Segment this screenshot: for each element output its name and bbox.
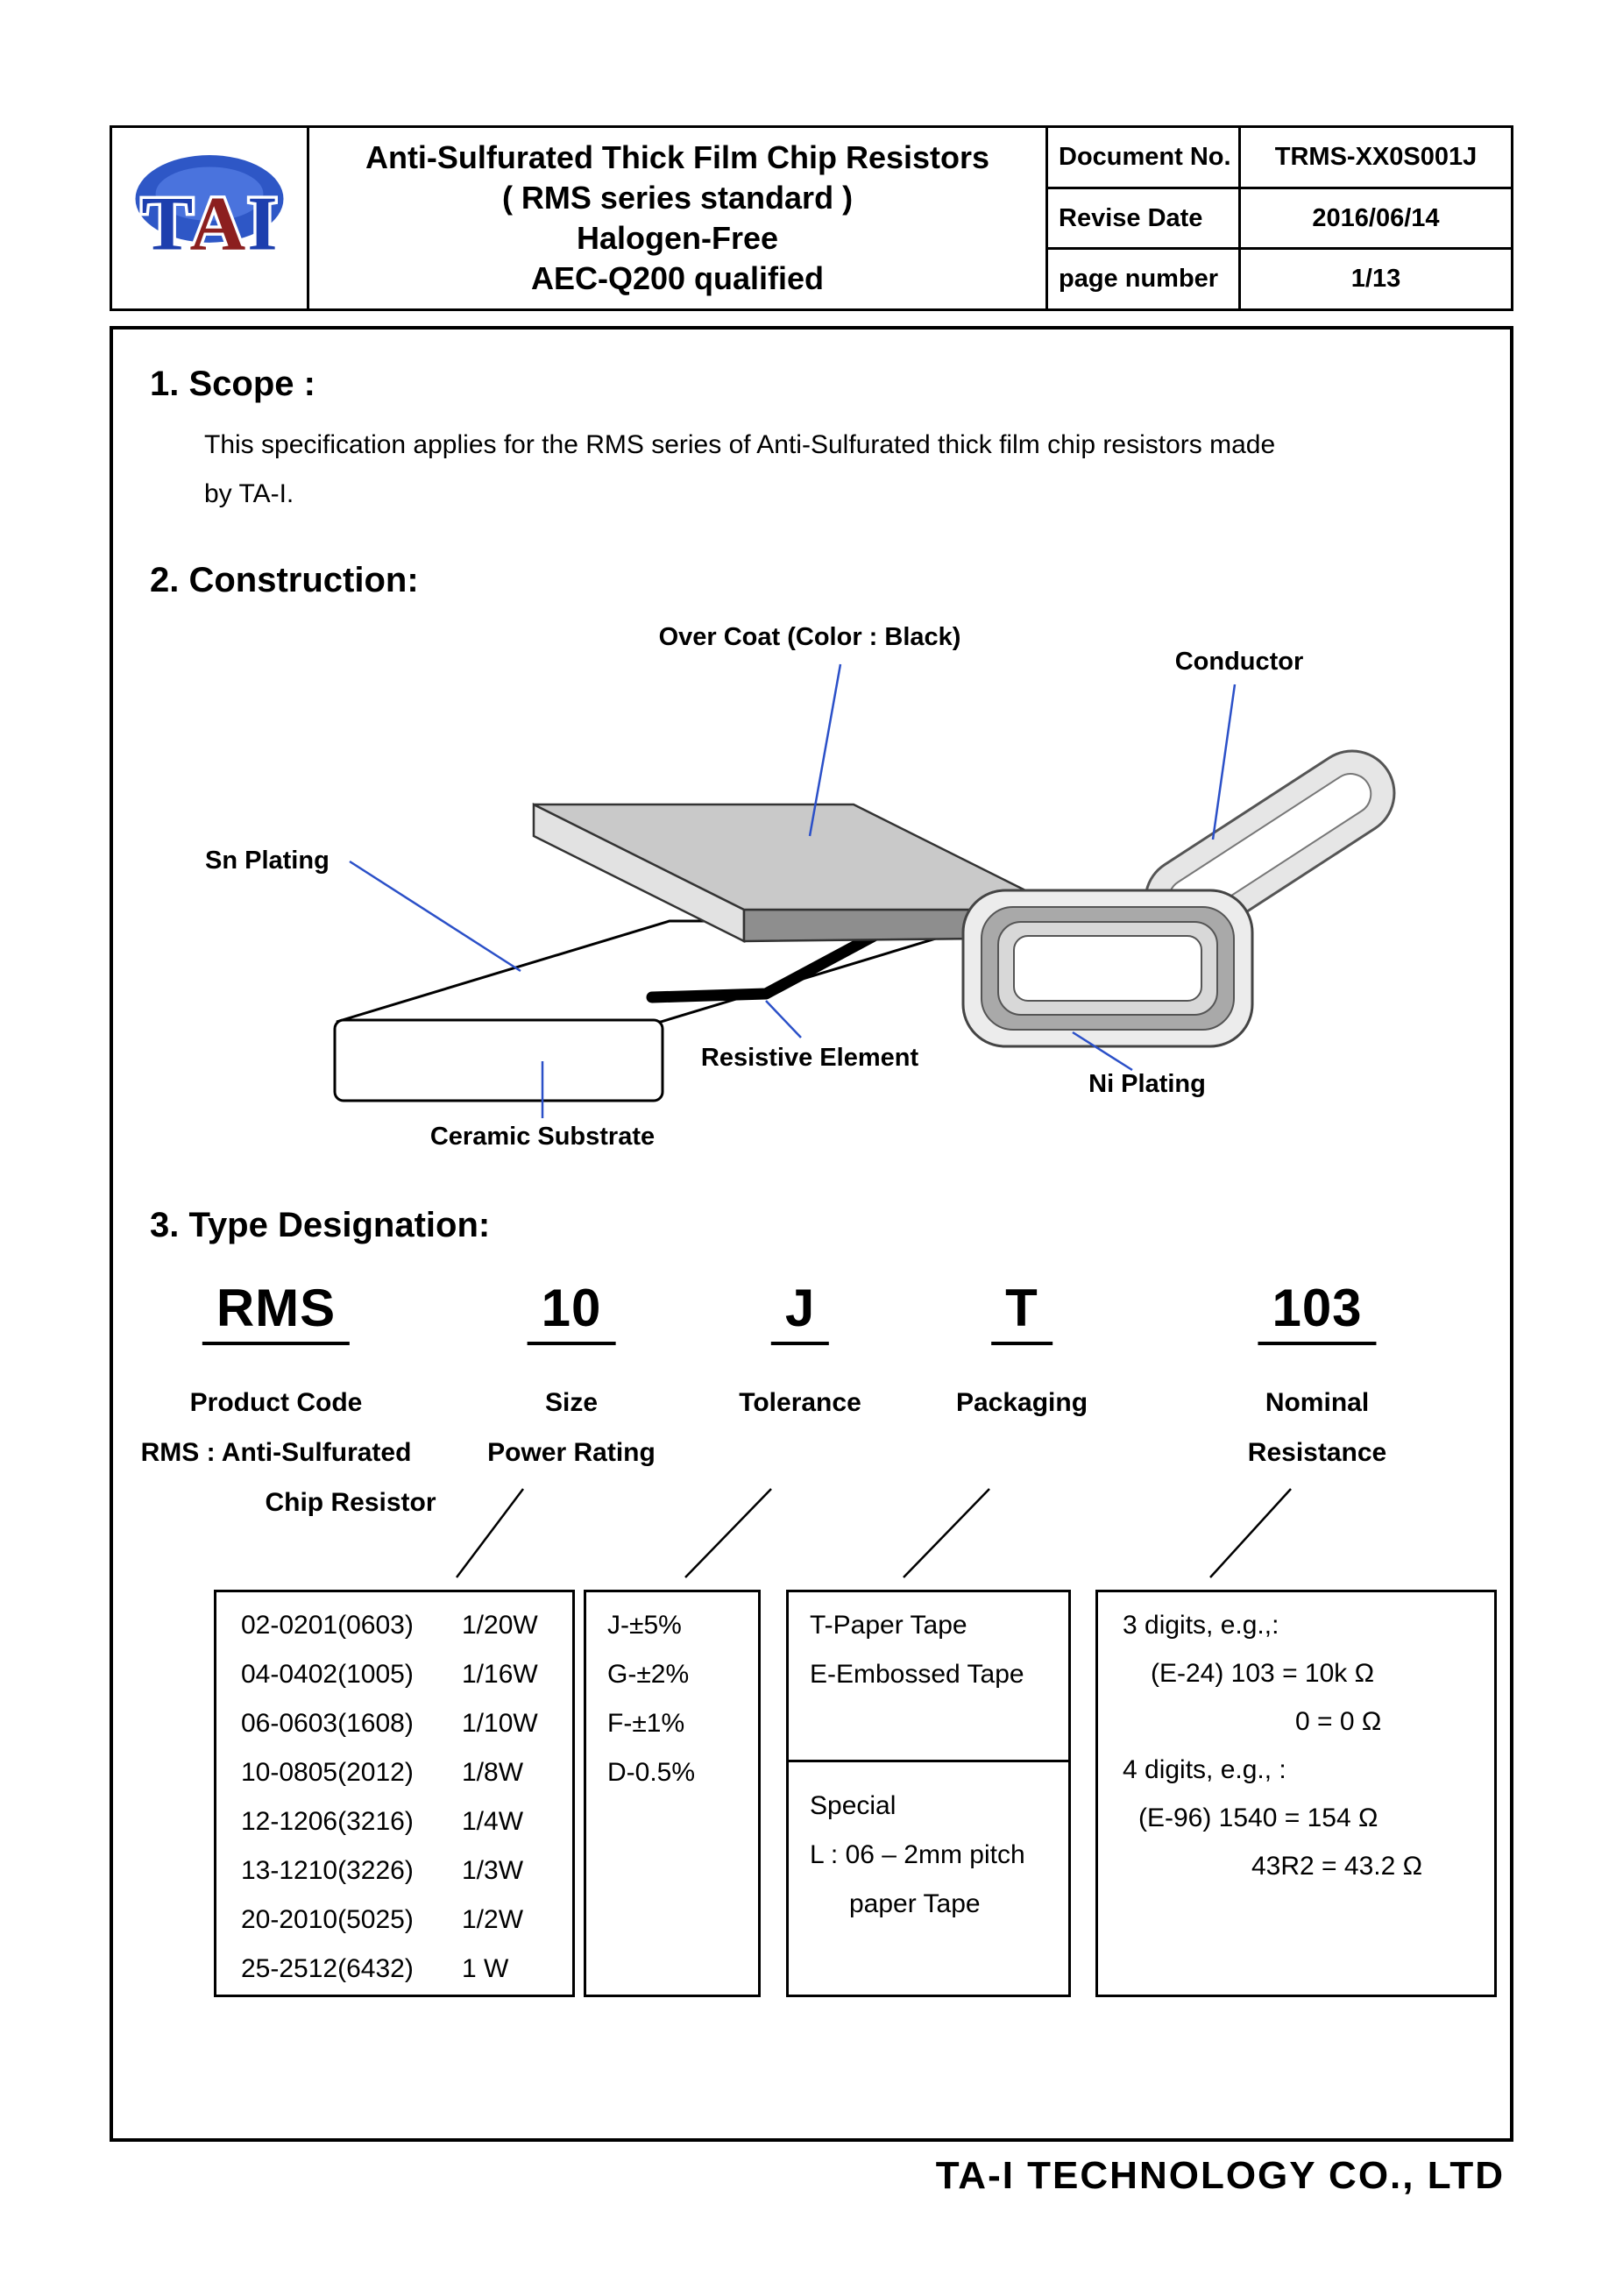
size-code: 25-2512(6432) — [241, 1954, 414, 1983]
packaging-special-item: L : 06 – 2mm pitch — [810, 1840, 1025, 1869]
packaging-standard-cell — [789, 1592, 1068, 1762]
power-rating: 1 W — [462, 1954, 509, 1983]
power-rating: 1/20W — [462, 1611, 538, 1640]
size-table-row — [241, 1945, 572, 1994]
size-power-table — [214, 1590, 575, 1997]
meta-label: Revise Date — [1048, 189, 1241, 248]
label-line: Tolerance — [739, 1388, 861, 1417]
scope-line-1: This specification applies for the RMS series of Anti-Sulfurated thick film chip resistors made — [204, 430, 1276, 459]
title-line-1: Anti-Sulfurated Thick Film Chip Resistors — [365, 138, 990, 175]
tolerance-item: J-±5% — [607, 1611, 682, 1640]
tolerance-item: F-±1% — [607, 1709, 685, 1738]
tolerance-item: D-0.5% — [607, 1758, 696, 1787]
size-table-row — [241, 1748, 572, 1797]
token-size: 10 — [528, 1278, 616, 1345]
nominal-line: (E-96) 1540 = 154 Ω — [1138, 1803, 1378, 1832]
token-product-code: RMS — [202, 1278, 350, 1345]
nominal-line: 43R2 = 43.2 Ω — [1251, 1852, 1423, 1881]
scope-paragraph — [204, 421, 1492, 518]
size-code: 12-1206(3216) — [241, 1807, 414, 1836]
token-tolerance: J — [771, 1278, 829, 1345]
designation-connector-lines — [113, 1485, 1510, 1584]
construction-heading: 2. Construction: — [150, 561, 419, 599]
conductor-label: Conductor — [1174, 648, 1304, 676]
power-rating: 1/10W — [462, 1709, 538, 1738]
connector-line-nominal — [1210, 1489, 1291, 1577]
resistive-element-label: Resistive Element — [700, 1044, 919, 1072]
label-line: RMS : Anti-Sulfurated — [140, 1438, 412, 1467]
token-packaging: T — [991, 1278, 1052, 1345]
nominal-line: 0 = 0 Ω — [1295, 1707, 1382, 1736]
size-table-row — [241, 1797, 572, 1846]
title-line-4: AEC-Q200 qualified — [530, 260, 825, 297]
packaging-special-item: Special — [810, 1791, 897, 1820]
power-rating: 1/16W — [462, 1660, 538, 1689]
label-line: Size — [544, 1388, 599, 1417]
nominal-line: (E-24) 103 = 10k Ω — [1151, 1659, 1375, 1688]
overcoat-label: Over Coat (Color : Black) — [658, 623, 961, 651]
label-line: Nominal — [1265, 1388, 1370, 1417]
size-code: 20-2010(5025) — [241, 1905, 414, 1934]
sn-plating-label: Sn Plating — [205, 847, 330, 875]
resistive-element-leader-line — [766, 1001, 801, 1038]
size-code: 10-0805(2012) — [241, 1758, 414, 1787]
scope-heading: 1. Scope : — [150, 365, 315, 403]
company-footer: TA-I TECHNOLOGY CO., LTD — [935, 2154, 1505, 2197]
substrate-front-face — [335, 1020, 663, 1101]
power-rating: 1/3W — [462, 1856, 524, 1885]
terminal-cap — [963, 890, 1252, 1046]
document-header — [110, 125, 1513, 311]
label-line: Power Rating — [487, 1438, 656, 1467]
size-table-row — [241, 1846, 572, 1896]
size-code: 06-0603(1608) — [241, 1709, 414, 1738]
document-title-block — [307, 128, 1048, 308]
type-designation-heading: 3. Type Designation: — [150, 1206, 491, 1244]
title-line-2: ( RMS series standard ) — [501, 179, 854, 216]
meta-value: 1/13 — [1350, 265, 1401, 294]
label-tolerance — [686, 1378, 914, 1428]
size-table-row — [241, 1896, 572, 1945]
ni-plating-label: Ni Plating — [1088, 1070, 1206, 1098]
meta-label: Document No. — [1048, 128, 1241, 187]
conductor-leader-line — [1213, 684, 1235, 840]
size-code: 02-0201(0603) — [241, 1611, 414, 1640]
packaging-item: E-Embossed Tape — [810, 1660, 1024, 1689]
label-line: Resistance — [1247, 1438, 1387, 1467]
tolerance-table — [584, 1590, 761, 1997]
token-resistance: 103 — [1258, 1278, 1376, 1345]
meta-row-page-number — [1048, 250, 1511, 308]
packaging-special-cell — [789, 1762, 1068, 1995]
power-rating: 1/8W — [462, 1758, 524, 1787]
meta-row-document-no — [1048, 128, 1511, 189]
label-nominal-resistance — [1203, 1378, 1431, 1478]
nominal-resistance-table — [1095, 1590, 1497, 1997]
packaging-special-item: paper Tape — [849, 1889, 981, 1918]
document-meta-table — [1048, 128, 1511, 308]
tai-logo-icon — [125, 146, 294, 290]
label-line: Chip Resistor — [265, 1488, 436, 1517]
label-line: Product Code — [189, 1388, 363, 1417]
label-packaging — [908, 1378, 1136, 1428]
label-size — [440, 1378, 703, 1478]
size-table-row — [241, 1699, 572, 1748]
construction-diagram — [196, 619, 1441, 1162]
connector-line-size — [457, 1489, 523, 1577]
power-rating: 1/4W — [462, 1807, 524, 1836]
nominal-line: 3 digits, e.g.,: — [1123, 1611, 1279, 1640]
logo-letters: TAI — [141, 181, 278, 267]
size-table-row — [241, 1650, 572, 1699]
connector-line-tolerance — [685, 1489, 771, 1577]
title-line-3: Halogen-Free — [576, 220, 779, 256]
size-code: 13-1210(3226) — [241, 1856, 414, 1885]
meta-row-revise-date — [1048, 189, 1511, 251]
document-body — [110, 326, 1513, 2142]
connector-line-packaging — [904, 1489, 989, 1577]
packaging-table — [786, 1590, 1071, 1997]
label-line: Packaging — [955, 1388, 1088, 1417]
ceramic-substrate-label: Ceramic Substrate — [429, 1123, 656, 1151]
nominal-line: 4 digits, e.g., : — [1123, 1755, 1286, 1784]
power-rating: 1/2W — [462, 1905, 524, 1934]
meta-value: TRMS-XX0S001J — [1274, 142, 1478, 171]
scope-line-2: by TA-I. — [204, 478, 294, 508]
packaging-item: T-Paper Tape — [810, 1611, 967, 1640]
size-code: 04-0402(1005) — [241, 1660, 414, 1689]
meta-label: page number — [1048, 250, 1241, 308]
tolerance-item: G-±2% — [607, 1660, 690, 1689]
company-logo — [112, 128, 307, 308]
ceramic-end-face — [1014, 936, 1201, 1001]
meta-value: 2016/06/14 — [1312, 203, 1440, 232]
size-table-row — [241, 1601, 572, 1650]
sn-plating-leader-line — [350, 861, 521, 971]
